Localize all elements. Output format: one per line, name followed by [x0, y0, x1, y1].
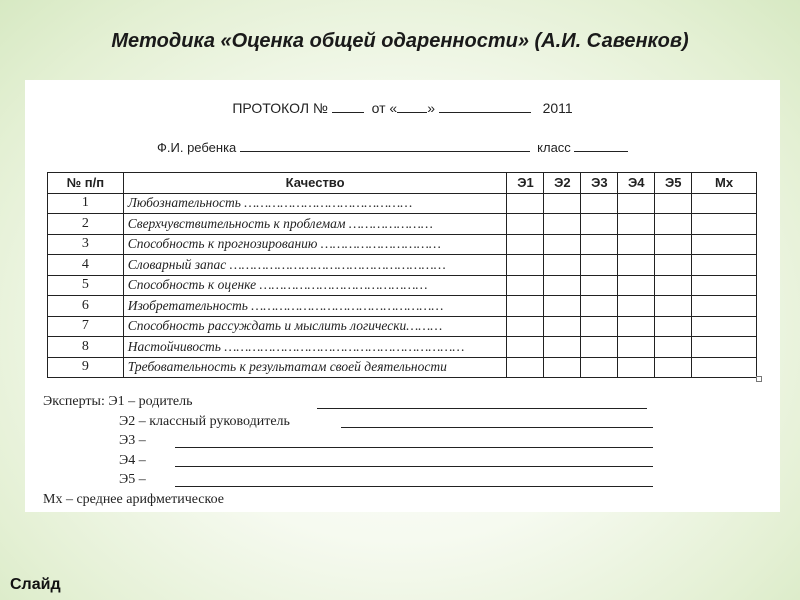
row-number: 8 [48, 337, 124, 358]
child-class-label: класс [537, 140, 571, 155]
score-cell [544, 275, 581, 296]
expert-line-3 [43, 431, 683, 451]
table-row [48, 357, 757, 378]
slide-footer-label: Слайд [10, 576, 61, 593]
table-row [48, 214, 757, 235]
child-class-blank [574, 140, 628, 152]
header-e3: Э3 [581, 173, 618, 194]
score-cell [655, 234, 692, 255]
row-number: 9 [48, 357, 124, 378]
score-cell [581, 357, 618, 378]
expert-4-blank [175, 466, 653, 467]
expert-4-label: Э4 – [119, 452, 146, 468]
protocol-month-blank [439, 101, 531, 113]
row-number: 4 [48, 255, 124, 276]
score-cell [581, 296, 618, 317]
child-name-blank [240, 140, 530, 152]
table-row [48, 255, 757, 276]
protocol-day-blank [397, 101, 427, 113]
score-cell [655, 193, 692, 214]
expert-3-label: Э3 – [119, 433, 146, 448]
protocol-year: 2011 [542, 100, 573, 116]
child-name-label: Ф.И. ребенка [157, 140, 237, 155]
expert-2-label: Э2 – классный руководитель [119, 413, 290, 429]
score-cell [581, 255, 618, 276]
score-cell [655, 296, 692, 317]
score-cell [655, 214, 692, 235]
score-cell [544, 357, 581, 378]
mean-cell [692, 255, 757, 276]
score-cell [507, 316, 544, 337]
score-cell [618, 275, 655, 296]
score-cell [544, 193, 581, 214]
protocol-close-quote: » [427, 100, 435, 116]
expert-5-blank [175, 486, 653, 487]
mean-cell [692, 296, 757, 317]
expert-3-blank [175, 447, 653, 448]
mean-note: Мx – среднее арифметическое [43, 491, 224, 507]
table-resize-handle[interactable] [756, 376, 762, 382]
score-cell [618, 357, 655, 378]
header-quality: Качество [123, 173, 507, 194]
score-cell [581, 337, 618, 358]
table-row [48, 337, 757, 358]
experts-block [43, 392, 683, 509]
row-quality: Сверхчувствительность к проблемам ………………… [123, 214, 507, 235]
score-cell [544, 255, 581, 276]
score-cell [507, 193, 544, 214]
score-cell [581, 193, 618, 214]
expert-line-5 [43, 470, 683, 490]
table-row [48, 296, 757, 317]
score-cell [507, 255, 544, 276]
row-quality: Настойчивость …………………………………………………… [123, 337, 507, 358]
row-quality: Требовательность к результатам своей деятельности [123, 357, 507, 378]
table-row [48, 234, 757, 255]
header-e2: Э2 [544, 173, 581, 194]
expert-2-blank [341, 427, 653, 428]
row-quality: Словарный запас ……………………………………………… [123, 255, 507, 276]
score-cell [544, 337, 581, 358]
score-cell [618, 296, 655, 317]
score-cell [618, 255, 655, 276]
header-e5: Э5 [655, 173, 692, 194]
protocol-number-blank [332, 101, 364, 113]
score-cell [544, 296, 581, 317]
expert-5-label: Э5 – [119, 472, 146, 487]
score-cell [507, 234, 544, 255]
mean-note-line [43, 490, 683, 510]
table-row [48, 275, 757, 296]
score-cell [581, 275, 618, 296]
score-cell [655, 337, 692, 358]
protocol-document [25, 80, 780, 512]
score-cell [507, 296, 544, 317]
row-number: 5 [48, 275, 124, 296]
score-cell [507, 275, 544, 296]
protocol-header [25, 100, 780, 116]
score-cell [618, 193, 655, 214]
mean-cell [692, 337, 757, 358]
mean-cell [692, 193, 757, 214]
score-cell [507, 357, 544, 378]
row-number: 6 [48, 296, 124, 317]
expert-1-blank [317, 408, 647, 409]
score-cell [655, 275, 692, 296]
row-number: 2 [48, 214, 124, 235]
score-cell [618, 337, 655, 358]
rating-table [47, 172, 757, 378]
row-quality: Способность рассуждать и мыслить логически……… [123, 316, 507, 337]
row-quality: Способность к оценке …………………………………… [123, 275, 507, 296]
expert-1-label: Э1 – родитель [108, 394, 193, 409]
score-cell [581, 316, 618, 337]
protocol-label: ПРОТОКОЛ № [232, 100, 328, 116]
mean-cell [692, 275, 757, 296]
experts-heading: Эксперты: [43, 394, 105, 409]
mean-cell [692, 234, 757, 255]
score-cell [581, 214, 618, 235]
header-e1: Э1 [507, 173, 544, 194]
child-line [157, 140, 628, 155]
score-cell [544, 316, 581, 337]
header-mean: Мx [692, 173, 757, 194]
score-cell [581, 234, 618, 255]
score-cell [655, 316, 692, 337]
expert-line-1 [43, 392, 683, 412]
table-row [48, 316, 757, 337]
expert-line-2 [43, 412, 683, 432]
mean-cell [692, 357, 757, 378]
mean-cell [692, 214, 757, 235]
expert-line-4 [43, 451, 683, 471]
mean-cell [692, 316, 757, 337]
score-cell [507, 337, 544, 358]
score-cell [618, 214, 655, 235]
header-number: № п/п [48, 173, 124, 194]
score-cell [618, 316, 655, 337]
row-quality: Любознательность …………………………………… [123, 193, 507, 214]
score-cell [507, 214, 544, 235]
table-row [48, 193, 757, 214]
score-cell [618, 234, 655, 255]
row-quality: Изобретательность ………………………………………… [123, 296, 507, 317]
header-e4: Э4 [618, 173, 655, 194]
score-cell [544, 234, 581, 255]
score-cell [655, 357, 692, 378]
protocol-from-label: от « [371, 100, 398, 116]
score-cell [544, 214, 581, 235]
slide-title: Методика «Оценка общей одаренности» (А.И. Савенков) [111, 30, 689, 52]
score-cell [655, 255, 692, 276]
row-number: 3 [48, 234, 124, 255]
row-number: 1 [48, 193, 124, 214]
row-number: 7 [48, 316, 124, 337]
table-header-row [48, 173, 757, 194]
row-quality: Способность к прогнозированию ………………………… [123, 234, 507, 255]
